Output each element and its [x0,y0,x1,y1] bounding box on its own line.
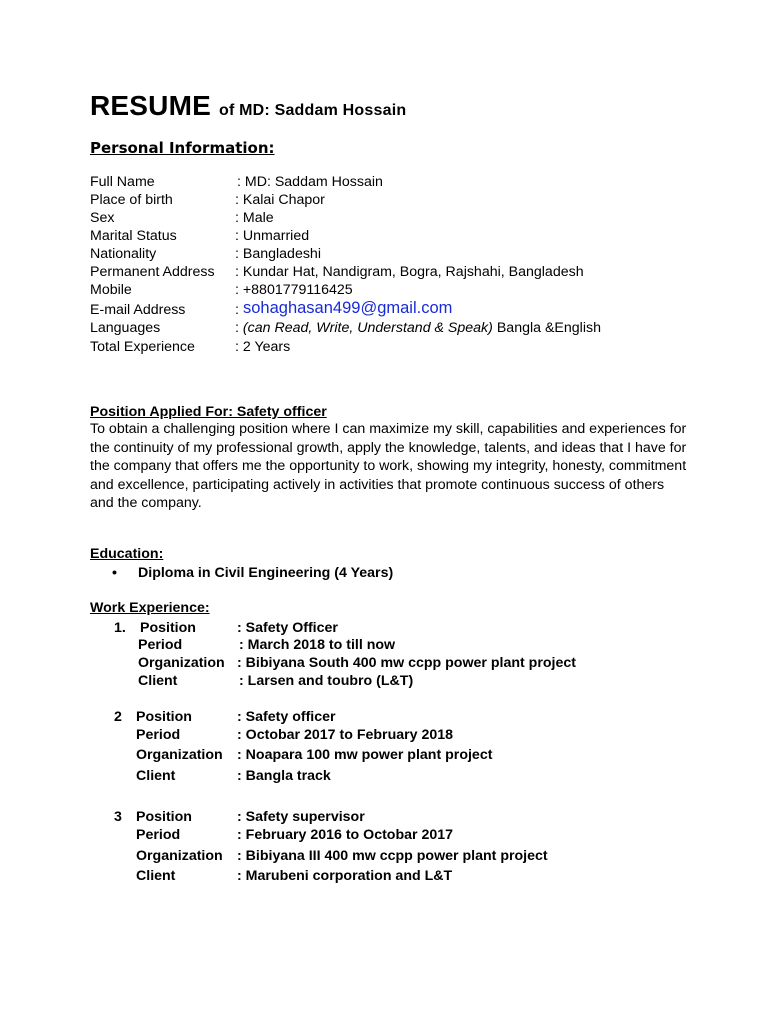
email-colon: : [235,302,239,318]
period-label: Period [138,637,183,653]
organization-value: : Noapara 100 mw power plant project [237,747,493,763]
education-degree: Diploma in Civil Engineering (4 Years) [138,565,394,581]
nationality-label: Nationality [90,246,157,262]
organization-label: Organization [136,747,223,763]
position-value: : Safety supervisor [237,809,365,825]
job-number: 2 [114,709,122,725]
languages-value-group [235,319,601,337]
languages-value: Bangla &English [496,320,601,336]
marital-status-value: : Unmarried [235,228,310,244]
client-value: : Bangla track [237,768,331,784]
position-applied-heading: Position Applied For: Safety officer [90,404,327,420]
organization-value: : Bibiyana South 400 mw ccpp power plant project [237,655,576,671]
client-value: : Larsen and toubro (L&T) [239,673,414,689]
period-label: Period [136,727,181,743]
position-value: : Safety officer [237,709,336,725]
period-value: : March 2018 to till now [239,637,396,653]
address-value: : Kundar Hat, Nandigram, Bogra, Rajshahi, Bangladesh [235,264,584,280]
period-label: Period [136,827,181,843]
full-name-label: Full Name [90,174,155,190]
sex-label: Sex [90,210,115,226]
personal-info-heading: Personal Information: [90,139,275,157]
position-label: Position [136,809,192,825]
client-value: : Marubeni corporation and L&T [237,868,453,884]
position-value: : Safety Officer [237,620,338,636]
email-label: E-mail Address [90,302,186,318]
position-label: Position [140,620,196,636]
client-label: Client [136,868,176,884]
bullet-icon: • [112,565,117,581]
place-of-birth-label: Place of birth [90,192,173,208]
nationality-value: : Bangladeshi [235,246,321,262]
period-value: : February 2016 to Octobar 2017 [237,827,454,843]
address-label: Permanent Address [90,264,215,280]
mobile-label: Mobile [90,282,132,298]
organization-value: : Bibiyana III 400 mw ccpp power plant project [237,848,548,864]
title-resume-word: RESUME [90,90,211,121]
languages-colon: : [235,320,239,336]
client-label: Client [138,673,178,689]
organization-label: Organization [136,848,223,864]
period-value: : Octobar 2017 to February 2018 [237,727,454,743]
place-of-birth-value: : Kalai Chapor [235,192,325,208]
education-heading: Education: [90,546,164,562]
languages-label: Languages [90,320,161,336]
resume-title [90,90,406,122]
full-name-value: : MD: Saddam Hossain [237,174,383,190]
position-label: Position [136,709,192,725]
job-number: 3 [114,809,122,825]
job-number: 1. [114,620,126,636]
languages-abilities: (can Read, Write, Understand & Speak) [242,320,493,336]
title-name: of MD: Saddam Hossain [218,102,407,119]
client-label: Client [136,768,176,784]
email-link[interactable]: sohaghasan499@gmail.com [243,299,453,317]
marital-status-label: Marital Status [90,228,177,244]
total-experience-label: Total Experience [90,339,195,355]
total-experience-value: : 2 Years [235,339,291,355]
work-experience-heading: Work Experience: [90,600,210,616]
mobile-value: : +8801779116425 [235,282,353,298]
sex-value: : Male [235,210,274,226]
organization-label: Organization [138,655,225,671]
career-objective: To obtain a challenging position where I can maximize my skill, capabilities and experiences for the continuity of my professional growth, apply the knowledge, talents, and ideas that I have for the company that offers me the opportunity to work, showing my integrity, honesty, commitment and excellence, participating actively in activities that promote continuous success of others and the company. [90,421,687,511]
